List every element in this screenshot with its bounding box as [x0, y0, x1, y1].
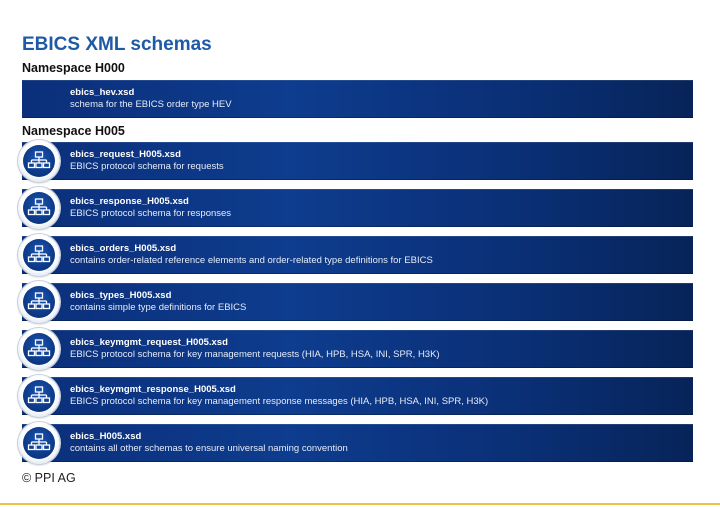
schema-description: contains order-related reference elements and order-related type definitions for EBICS — [70, 255, 433, 266]
schema-name: ebics_response_H005.xsd — [70, 196, 189, 207]
schema-bar — [22, 189, 693, 227]
hierarchy-icon — [18, 422, 60, 464]
schema-description: EBICS protocol schema for responses — [70, 208, 232, 219]
schema-bar — [22, 330, 693, 368]
schema-name: ebics_types_H005.xsd — [70, 290, 172, 301]
schema-name: ebics_H005.xsd — [70, 431, 142, 442]
namespace-h000-heading: Namespace H000 — [22, 61, 125, 75]
schema-bar — [22, 142, 693, 180]
hierarchy-icon — [18, 187, 60, 229]
schema-bar-ebics-hev — [22, 80, 693, 118]
schema-bar — [22, 283, 693, 321]
page-title: EBICS XML schemas — [22, 34, 212, 55]
schema-name: ebics_request_H005.xsd — [70, 149, 181, 160]
schema-description: EBICS protocol schema for requests — [70, 161, 224, 172]
schema-bar — [22, 424, 693, 462]
schema-name: ebics_hev.xsd — [70, 87, 135, 98]
hierarchy-icon — [18, 234, 60, 276]
hierarchy-icon — [18, 375, 60, 417]
copyright: © PPI AG — [22, 471, 76, 485]
schema-name: ebics_orders_H005.xsd — [70, 243, 177, 254]
hierarchy-icon — [18, 281, 60, 323]
footer-line — [0, 503, 720, 505]
schema-bar — [22, 236, 693, 274]
schema-description: EBICS protocol schema for key management requests (HIA, HPB, HSA, INI, SPR, H3K) — [70, 349, 440, 360]
namespace-h005-heading: Namespace H005 — [22, 124, 125, 138]
hierarchy-icon — [18, 328, 60, 370]
schema-description: contains all other schemas to ensure universal naming convention — [70, 443, 348, 454]
schema-description: EBICS protocol schema for key management response messages (HIA, HPB, HSA, INI, SPR, H3K) — [70, 396, 489, 407]
schema-description: schema for the EBICS order type HEV — [70, 99, 232, 110]
schema-name: ebics_keymgmt_response_H005.xsd — [70, 384, 236, 395]
schema-description: contains simple type definitions for EBICS — [70, 302, 247, 313]
schema-bar — [22, 377, 693, 415]
hierarchy-icon — [18, 140, 60, 182]
schema-name: ebics_keymgmt_request_H005.xsd — [70, 337, 228, 348]
